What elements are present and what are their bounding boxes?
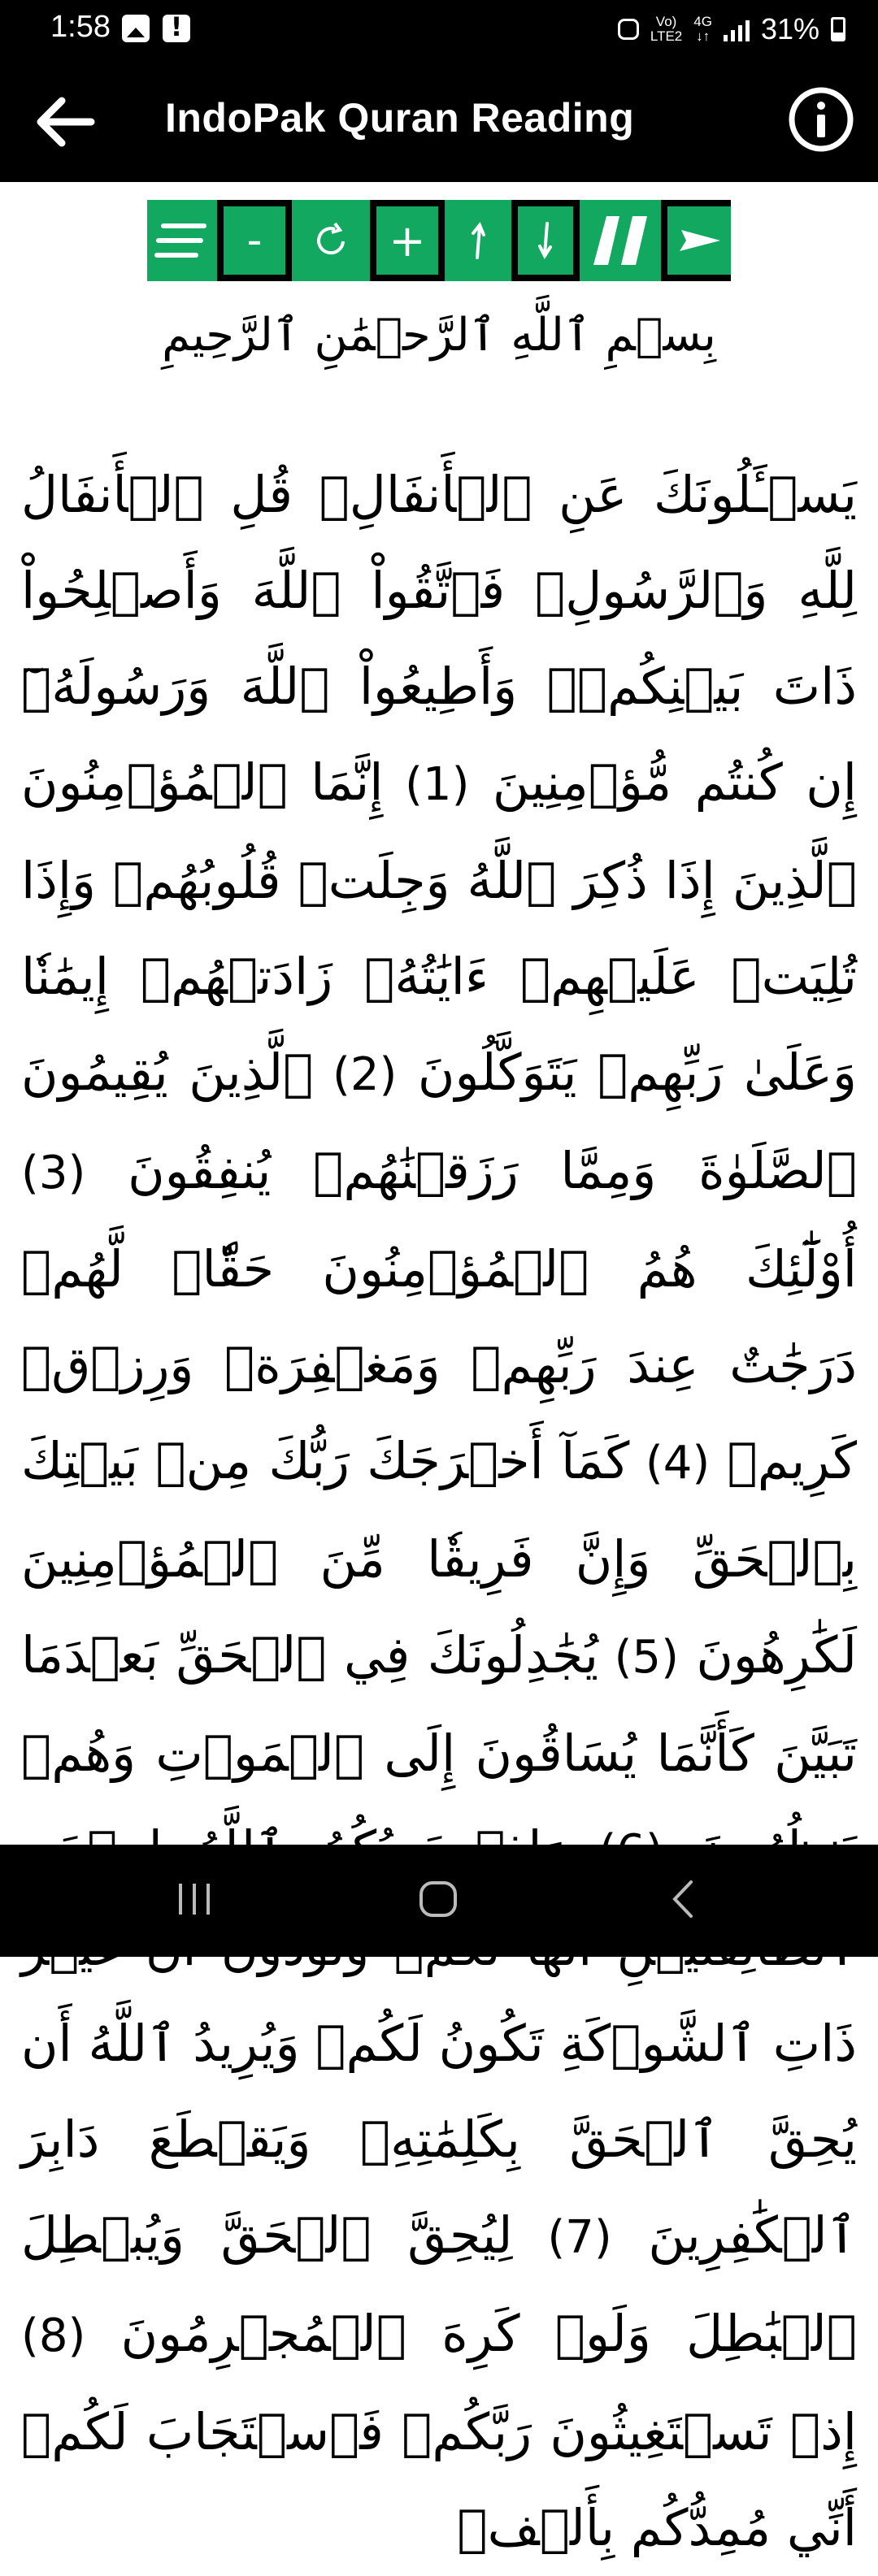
reset-button[interactable] bbox=[292, 200, 370, 281]
verse-text: إِنَّمَا ٱلۡمُؤۡمِنُونَ ٱلَّذِينَ إِذَا ذُكِرَ ٱللَّهُ وَجِلَتۡ قُلُوبُهُمۡ وَإِذَا تُلِيَتۡ عَلَيۡهِمۡ ءَايَٰتُهُۥ زَادَتۡهُمۡ إِيمَٰنٗا وَعَلَىٰ رَبِّهِمۡ يَتَوَكَّلُونَ bbox=[21, 752, 857, 1102]
pause-button[interactable] bbox=[580, 200, 661, 281]
data-arrows-icon: ↓↑ bbox=[696, 28, 711, 44]
gallery-icon bbox=[122, 15, 150, 42]
signal-icon bbox=[724, 17, 750, 41]
menu-icon bbox=[155, 218, 209, 263]
system-nav-bar bbox=[0, 1845, 878, 1957]
battery-icon bbox=[831, 17, 845, 41]
status-time: 1:58 bbox=[50, 10, 111, 44]
verse-text: لِيُحِقَّ ٱلۡحَقَّ وَيُبۡطِلَ ٱلۡبَٰطِلَ وَلَوۡ كَرِهَ ٱلۡمُجۡرِمُونَ bbox=[21, 2205, 857, 2363]
ayah-number: (8) bbox=[21, 2309, 86, 2362]
back-icon bbox=[667, 1879, 699, 1919]
recents-icon bbox=[174, 1879, 215, 1919]
lock-icon bbox=[618, 19, 639, 40]
recents-button[interactable] bbox=[174, 1879, 215, 1923]
scroll-up-button[interactable] bbox=[445, 200, 511, 281]
status-right-group bbox=[618, 11, 845, 47]
ayah-number: (4) bbox=[629, 1437, 711, 1490]
verses-text bbox=[21, 447, 857, 2576]
verse-text: يُجَٰدِلُونَكَ فِي ٱلۡحَقِّ بَعۡدَمَا تَبَيَّنَ كَأَنَّمَا يُسَاقُونَ إِلَى ٱلۡمَوۡتِ وَهُمۡ bbox=[21, 1625, 857, 1783]
play-icon bbox=[676, 228, 722, 253]
network-bottom: LTE2 bbox=[650, 28, 683, 44]
home-button[interactable] bbox=[416, 1879, 462, 1923]
data-type-label: 4G bbox=[693, 14, 712, 29]
increase-font-button[interactable] bbox=[370, 200, 445, 281]
decrease-font-label: - bbox=[246, 216, 263, 265]
back-button[interactable] bbox=[33, 89, 98, 154]
alert-icon bbox=[163, 15, 190, 42]
increase-font-label: + bbox=[389, 215, 426, 267]
menu-button[interactable] bbox=[147, 200, 217, 281]
quran-reading-area[interactable] bbox=[0, 284, 878, 2557]
home-icon bbox=[416, 1879, 462, 1919]
verse-text: ذَاتِ ٱلشَّوۡكَةِ تَكُونُ لَكُمۡ وَيُرِيدُ ٱللَّهُ أَن يُحِقَّ ٱلۡحَقَّ بِكَلِمَٰتِهِۦ وَيَقۡطَعَ دَابِرَ ٱلۡكَٰفِرِينَ bbox=[21, 2014, 858, 2265]
verse-text: ٱلَّذِينَ يُقِيمُونَ ٱلصَّلَوٰةَ وَمِمَّا رَزَقۡنَٰهُمۡ يُنفِقُونَ bbox=[21, 1043, 857, 1200]
battery-percent: 31% bbox=[760, 12, 819, 46]
decrease-font-button[interactable] bbox=[217, 200, 292, 281]
arrow-down-icon bbox=[533, 220, 558, 261]
refresh-icon bbox=[311, 220, 351, 261]
page-title: IndoPak Quran Reading bbox=[165, 95, 635, 141]
reader-toolbar bbox=[147, 200, 731, 281]
arrow-up-icon bbox=[466, 220, 490, 261]
verse-text: أُوْلَٰٓئِكَ هُمُ ٱلۡمُؤۡمِنُونَ حَقّٗاۚ لَّهُمۡ دَرَجَٰتٌ عِندَ رَبِّهِمۡ وَمَغۡفِرَةٞ وَرِزۡقٞ كَرِيمٞ bbox=[21, 1239, 857, 1490]
play-button[interactable] bbox=[661, 200, 731, 281]
verse-text: يَسۡـَٔلُونَكَ عَنِ ٱلۡأَنفَالِۖ قُلِ ٱلۡأَنفَالُ لِلَّهِ وَٱلرَّسُولِۖ فَٱتَّقُواْ ٱللَّهَ وَأَصۡلِحُواْ ذَاتَ بَيۡنِكُمۡۖ وَأَطِيعُواْ ٱللَّهَ وَرَسُولَهُۥٓ إِن كُنتُم مُّؤۡمِنِينَ bbox=[21, 465, 857, 812]
info-button[interactable] bbox=[787, 85, 855, 154]
ayah-number: (7) bbox=[512, 2211, 612, 2264]
scroll-down-button[interactable] bbox=[511, 200, 580, 281]
verse-text: كَمَآ أَخۡرَجَكَ رَبُّكَ مِنۢ بَيۡتِكَ بِٱلۡحَقِّ وَإِنَّ فَرِيقٗا مِّنَ ٱلۡمُؤۡمِنِينَ لَكَٰرِهُونَ bbox=[21, 1431, 857, 1685]
app-bar bbox=[0, 59, 878, 182]
bismillah: بِسۡمِ ٱللَّهِ ٱلرَّحۡمَٰنِ ٱلرَّحِيمِ bbox=[162, 309, 716, 362]
info-icon bbox=[787, 85, 855, 154]
ayah-number: (3) bbox=[21, 1147, 86, 1199]
pause-icon bbox=[589, 215, 652, 267]
data-type bbox=[693, 15, 712, 44]
ayah-number: (2) bbox=[313, 1048, 398, 1101]
status-bar bbox=[0, 0, 878, 59]
arrow-left-icon bbox=[33, 89, 98, 154]
ayah-number: (1) bbox=[383, 758, 470, 811]
nav-back-button[interactable] bbox=[667, 1879, 699, 1923]
ayah-number: (5) bbox=[598, 1631, 679, 1684]
network-top: Vo) bbox=[655, 14, 677, 29]
verse-text: إِذۡ تَسۡتَغِيثُونَ رَبَّكُمۡ فَٱسۡتَجَابَ لَكُمۡ أَنِّي مُمِدُّكُم بِأَلۡفٖ bbox=[21, 2402, 857, 2557]
network-label bbox=[650, 15, 682, 44]
